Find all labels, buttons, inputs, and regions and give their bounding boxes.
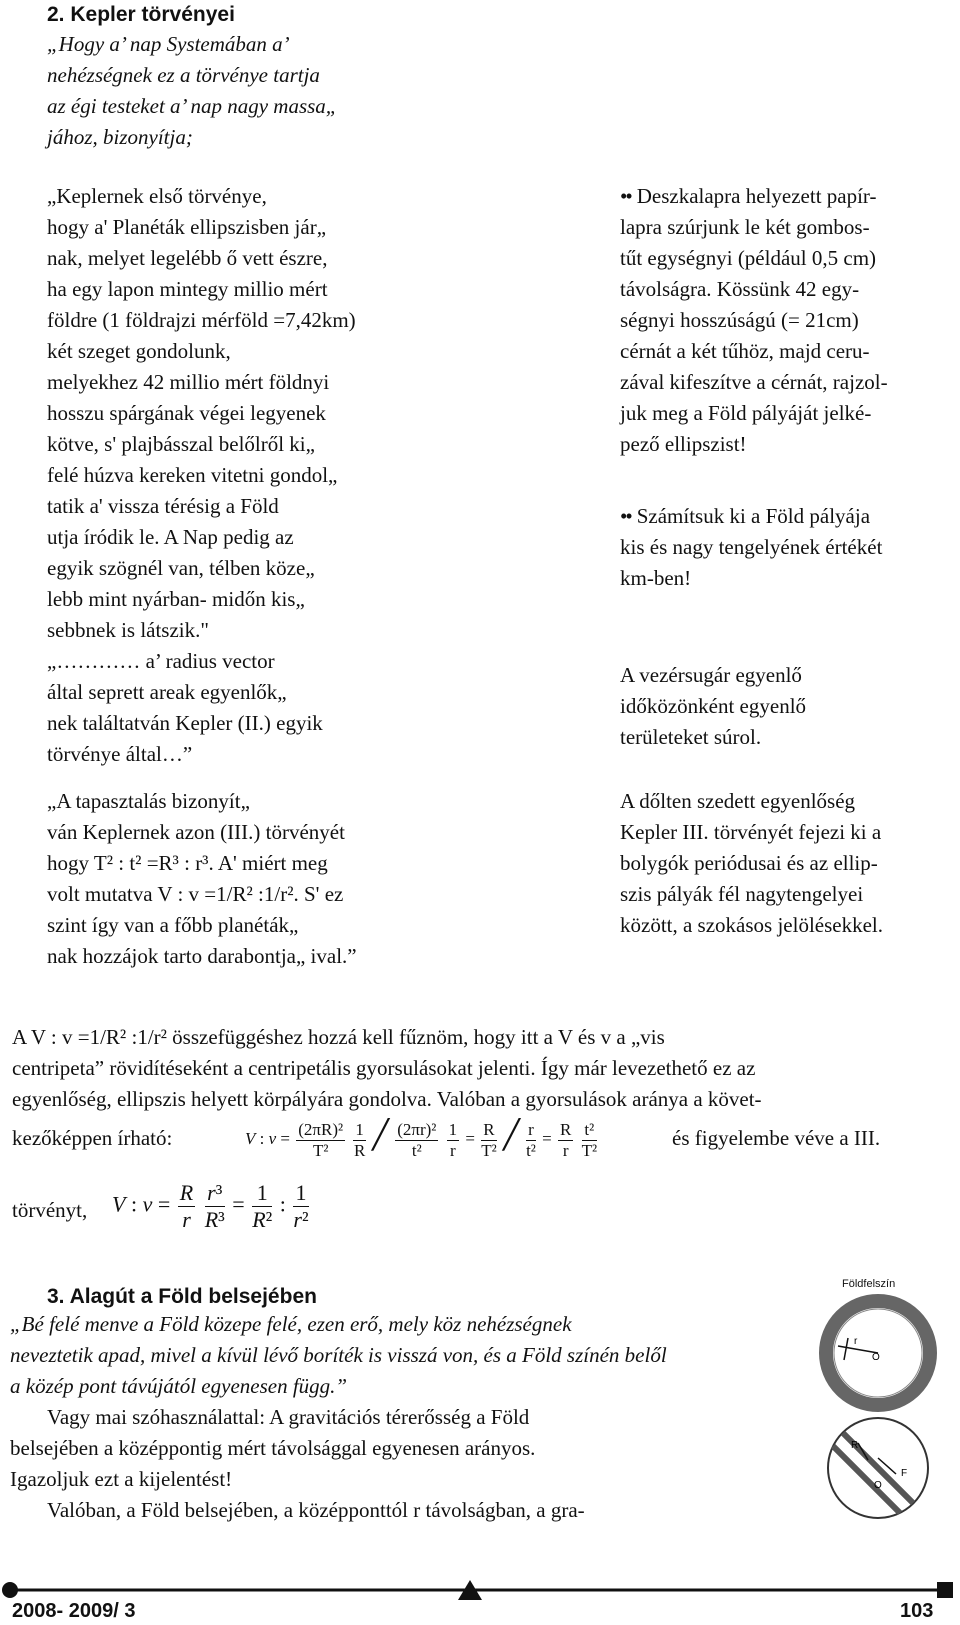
text-line: távolságra. Kössünk 42 egy- xyxy=(620,277,860,301)
text-line: bolygók periódusai és az ellip- xyxy=(620,851,878,875)
right-column-block-4 xyxy=(620,786,883,941)
text-line: lapra szúrjunk le két gombos- xyxy=(620,215,870,239)
text-line: Kepler III. törvényét fejezi ki a xyxy=(620,820,882,844)
text-line: •• Deszkalapra helyezett papír- xyxy=(620,184,877,208)
text-line: két szeget gondolunk, xyxy=(47,339,231,363)
derivation-line-5-prefix: törvényt, xyxy=(12,1198,88,1222)
bullet-icon: •• xyxy=(620,184,631,208)
quote-line: nehézségnek ez a törvénye tartja xyxy=(47,63,320,87)
text-line: „Keplernek első törvénye, xyxy=(47,184,267,208)
text-line: „A tapasztalás bizonyít„ xyxy=(47,789,250,813)
earth-surface-label: Földfelszín xyxy=(842,1278,896,1290)
quote-line: „Bé felé menve a Föld közepe felé, ezen erő, mely köz nehézségnek xyxy=(10,1312,572,1336)
text-line: tűt egységnyi (például 0,5 cm) xyxy=(620,246,877,270)
text-line: belsejében a középpontig mért távolsággal egyenesen arányos. xyxy=(10,1436,536,1460)
text-line: törvénye által…” xyxy=(47,742,193,766)
derivation-paragraph xyxy=(12,1022,952,1115)
text-line: hogy T² : t² =R³ : r³. A' miért meg xyxy=(47,851,328,875)
text-line: •• Számítsuk ki a Föld pályája xyxy=(620,504,871,528)
derivation-line-4-prefix: kezőképpen írható: xyxy=(12,1126,173,1150)
section-2-heading: 2. Kepler törvényei xyxy=(47,3,235,26)
quote-line: „Hogy a’ nap Systemában a’ xyxy=(47,32,290,56)
final-ratio-formula: V : v = $\frac{R}{r}$ $\frac{\text{r³}}{\text{R³}}$ = $\frac{1}{\text{R²}}$ : $\frac{1}{\text{r²}}$ xyxy=(112,1180,309,1232)
svg-text:r: r xyxy=(854,1336,858,1347)
text-line: A V : v =1/R² :1/r² összefüggéshez hozzá kell fűznöm, hogy itt a V és v a „vis xyxy=(12,1025,665,1049)
footer-rule xyxy=(0,1575,960,1605)
svg-text:O: O xyxy=(874,1480,882,1491)
text-line: zával kifeszítve a cérnát, rajzol- xyxy=(620,370,888,394)
section-3-quote xyxy=(10,1309,667,1402)
text-line: kötve, s' plajbásszal belőlről ki„ xyxy=(47,432,315,456)
left-column-text-2 xyxy=(47,786,357,972)
issue-number: 2008- 2009/ 3 xyxy=(12,1600,136,1622)
quote-line: az égi testeket a’ nap nagy massa„ xyxy=(47,94,338,118)
svg-text:O: O xyxy=(872,1352,880,1363)
svg-text:F: F xyxy=(901,1468,908,1479)
text-line: ségnyi hosszúságú (= 21cm) xyxy=(620,308,859,332)
text-line: Vagy mai szóhasználattal: A gravitációs térerősség a Föld xyxy=(47,1405,530,1429)
svg-text:R: R xyxy=(851,1440,859,1451)
text-line: ha egy lapon mintegy millio mért xyxy=(47,277,328,301)
text-line: nek találtatván Kepler (II.) egyik xyxy=(47,711,323,735)
text-line: földre (1 földrajzi mérföld =7,42km) xyxy=(47,308,356,332)
right-column-block-2 xyxy=(620,501,882,594)
footer-square-icon xyxy=(937,1582,953,1598)
text-line: melyekhez 42 millio mért földnyi xyxy=(47,370,330,394)
text-line: tatik a' vissza térésig a Föld xyxy=(47,494,279,518)
text-line: A dőlten szedett egyenlőség xyxy=(620,789,856,813)
right-column-block-1 xyxy=(620,181,888,460)
text-line: utja íródik le. A Nap pedig az xyxy=(47,525,294,549)
right-column-block-3 xyxy=(620,660,806,753)
text-line: hogy a' Planéták ellipszisben jár„ xyxy=(47,215,327,239)
quote-line: a közép pont távújától egyenesen függ.” xyxy=(10,1374,348,1398)
bullet-icon: •• xyxy=(620,504,631,528)
text-line: centripeta” rövidítéseként a centripetális gyorsulásokat jelenti. Így már levezethető ez az xyxy=(12,1056,756,1080)
text-line: időközönként egyenlő xyxy=(620,694,807,718)
text-line: juk meg a Föld pályáját jelké- xyxy=(620,401,872,425)
text-line: „………… a’ radius vector xyxy=(47,649,275,673)
quote-line: neveztetik apad, mivel a kívül lévő boríték is visszá von, és a Föld színén belől xyxy=(10,1343,667,1367)
text-line: egyenlőség, ellipszis helyett körpályára gondolva. Valóban a gyorsulások aránya a követ- xyxy=(12,1087,762,1111)
page-number: 103 xyxy=(900,1600,934,1622)
quote-line: jához, bizonyítja; xyxy=(47,125,193,149)
text-line: által seprett areak egyenlők„ xyxy=(47,680,287,704)
acceleration-ratio-formula: V : v = $\frac{\text{(2πR)²}}{\text{T²}}$ $\frac{1}{R}$ ╱ $\frac{\text{(2πr)²}}{\text{t²}}$ $\frac{1}{r}$ = $\frac{R}{\text{T²}}$ ╱ $\frac{r}{\text{t²}}$ = $\frac{R}{r}$ $\frac{\text{t²}}{\text{T²}}$ xyxy=(245,1119,598,1160)
text-line: cérnát a két tűhöz, majd ceru- xyxy=(620,339,870,363)
earth-interior-figure xyxy=(808,1278,958,1528)
section-2-quote xyxy=(47,29,337,153)
text-line: volt mutatva V : v =1/R² :1/r². S' ez xyxy=(47,882,344,906)
derivation-line-4-suffix: és figyelembe véve a III. xyxy=(672,1126,881,1150)
text-line: hosszu spárgának végei legyenek xyxy=(47,401,326,425)
footer-circle-icon xyxy=(2,1582,18,1598)
text-line: ván Keplernek azon (III.) törvényét xyxy=(47,820,345,844)
text-line: felé húzva kereken vitetni gondol„ xyxy=(47,463,338,487)
text-line: között, a szokásos jelölésekkel. xyxy=(620,913,884,937)
text-line: területeket súrol. xyxy=(620,725,762,749)
text-line: szint így van a főbb planéták„ xyxy=(47,913,299,937)
text-line: szis pályák fél nagytengelyei xyxy=(620,882,864,906)
text-line: Igazoljuk ezt a kijelentést! xyxy=(10,1467,233,1491)
text-line: sebbnek is látszik." xyxy=(47,618,209,642)
text-line: kis és nagy tengelyének értékét xyxy=(620,535,883,559)
text-line: km-ben! xyxy=(620,566,692,590)
section-3-body xyxy=(10,1402,585,1526)
section-3-heading: 3. Alagút a Föld belsejében xyxy=(47,1285,317,1308)
left-column-text xyxy=(47,181,356,770)
text-line: nak, melyet legelébb ő vett észre, xyxy=(47,246,328,270)
text-line: pező ellipszist! xyxy=(620,432,747,456)
earth-diagrams-icon xyxy=(808,1278,958,1528)
text-line: lebb mint nyárban- midőn kis„ xyxy=(47,587,305,611)
text-line: nak hozzájok tarto darabontja„ ival.” xyxy=(47,944,357,968)
text-line: Valóban, a Föld belsejében, a középponttól r távolságban, a gra- xyxy=(47,1498,585,1522)
text-line: egyik szögnél van, télben köze„ xyxy=(47,556,315,580)
text-line: A vezérsugár egyenlő xyxy=(620,663,802,687)
